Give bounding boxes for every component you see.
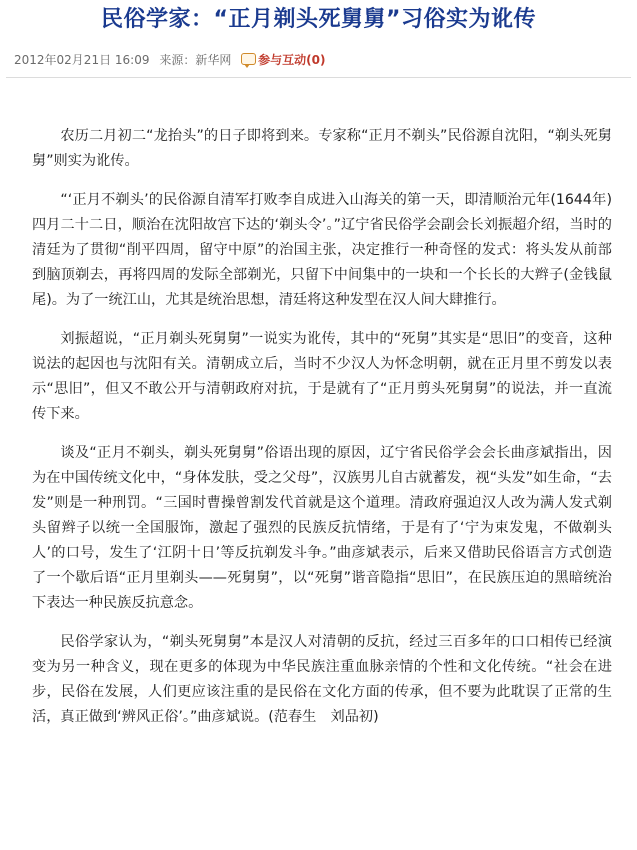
article-meta — [14, 52, 331, 68]
article-paragraph: 谈及“正月不剃头，剃头死舅舅”俗语出现的原因，辽宁省民俗学会会长曲彦斌指出，因为在中国传统文化中，“身体发肤，受之父母”，汉族男儿自古就蓄发，视“头发”如生命，“去发”则是一种刑罚。“三国时曹操曾割发代首就是这个道理。清政府强迫汉人改为满人发式剃头留辫子以统一全国服饰，激起了强烈的民族反抗情绪，于是有了‘宁为束发鬼，不做剃头人’的口号，发生了‘江阴十日’等反抗剃发斗争。”曲彦斌表示，后来又借助民俗语言方式创造了一个歇后语“正月里剃头——死舅舅”，以“死舅”谐音隐指“思旧”，在民族压迫的黑暗统治下表达一种民族反抗意念。 — [32, 445, 612, 611]
article-source: 来源：新华网 — [159, 53, 232, 67]
participate-interact-link[interactable]: 参与互动(0) — [258, 53, 326, 67]
article-paragraph: 农历二月初二“龙抬头”的日子即将到来。专家称“正月不剃头”民俗源自沈阳，“剃头死舅舅”则实为讹传。 — [32, 128, 612, 169]
article-paragraph: “‘正月不剃头’的民俗源自清军打败李自成进入山海关的第一天，即清顺治元年(1644年)四月二十二日，顺治在沈阳故宫下达的‘剃头令’。”辽宁省民俗学会副会长刘振超介绍，当时的清廷为了贯彻“削平四周，留守中原”的治国主张，决定推行一种奇怪的发式：将头发从前部到脑顶剃去，再将四周的发际全部剃光，只留下中间集中的一块和一个长长的大辫子(金钱鼠尾)。为了一统江山，尤其是统治思想，清廷将这种发型在汉人间大肆推行。 — [32, 192, 612, 308]
header-divider — [6, 77, 631, 78]
article-title: 民俗学家：“正月剃头死舅舅”习俗实为讹传 — [101, 7, 536, 32]
article-paragraph: 刘振超说，“正月剃头死舅舅”一说实为讹传，其中的“死舅”其实是“思旧”的变音，这种说法的起因也与沈阳有关。清朝成立后，当时不少汉人为怀念明朝，就在正月里不剪发以表示“思旧”，但又不敢公开与清朝政府对抗，于是就有了“正月剪头死舅舅”的说法，并一直流传下来。 — [32, 331, 612, 422]
comment-icon[interactable] — [241, 53, 256, 65]
publish-date: 2012年02月21日 16:09 — [14, 53, 150, 67]
article-body — [32, 124, 612, 744]
article-paragraph: 民俗学家认为，“剃头死舅舅”本是汉人对清朝的反抗，经过三百多年的口口相传已经演变为另一种含义，现在更多的体现为中华民族注重血脉亲情的个性和文化传统。“社会在进步，民俗在发展，人们更应该注重的是民俗在文化方面的传承，但不要为此耽误了正常的生活，真正做到‘辨风正俗’。”曲彦斌说。(范春生 刘品初) — [32, 634, 612, 725]
